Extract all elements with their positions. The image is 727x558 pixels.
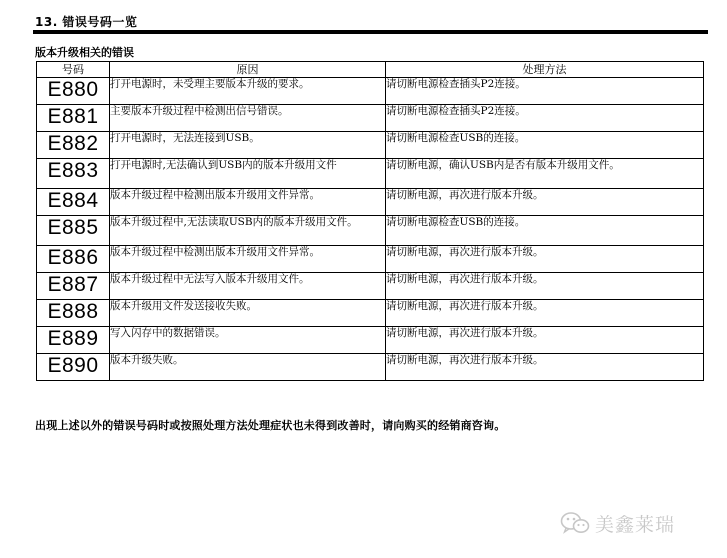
error-code: E889 <box>37 327 110 354</box>
error-code: E887 <box>37 273 110 300</box>
error-code: E890 <box>37 354 110 381</box>
table-row <box>37 273 704 300</box>
error-fix: 请切断电源检查插头P2连接。 <box>386 105 704 132</box>
watermark-text: 美鑫莱瑞 <box>595 513 676 536</box>
error-code: E888 <box>37 300 110 327</box>
table-row <box>37 300 704 327</box>
table-row <box>37 189 704 216</box>
error-cause: 主要版本升级过程中检测出信号错误。 <box>110 105 386 132</box>
error-fix: 请切断电源检查插头P2连接。 <box>386 78 704 105</box>
footer-note: 出现上述以外的错误号码时或按照处理方法处理症状也未得到改善时，请向购买的经销商咨询。 <box>35 419 506 432</box>
error-code: E883 <box>37 159 110 189</box>
wechat-icon <box>560 511 590 535</box>
error-fix: 请切断电源，再次进行版本升级。 <box>386 189 704 216</box>
error-cause: 打开电源时,无法确认到USB内的版本升级用文件 <box>110 159 386 189</box>
section-header <box>33 10 708 34</box>
subtitle: 版本升级相关的错误 <box>35 46 134 59</box>
table-row <box>37 132 704 159</box>
header-cause: 原因 <box>110 62 386 78</box>
error-code: E881 <box>37 105 110 132</box>
section-title: 13. 错误号码一览 <box>35 15 138 29</box>
error-fix: 请切断电源，确认USB内是否有版本升级用文件。 <box>386 159 704 189</box>
error-cause: 版本升级失败。 <box>110 354 386 381</box>
table-row <box>37 159 704 189</box>
error-cause: 版本升级过程中检测出版本升级用文件异常。 <box>110 246 386 273</box>
error-cause: 打开电源时，无法连接到USB。 <box>110 132 386 159</box>
error-fix: 请切断电源检查USB的连接。 <box>386 216 704 246</box>
error-cause: 写入闪存中的数据错误。 <box>110 327 386 354</box>
table-row <box>37 105 704 132</box>
error-code: E885 <box>37 216 110 246</box>
error-cause: 版本升级过程中检测出版本升级用文件异常。 <box>110 189 386 216</box>
header-code: 号码 <box>37 62 110 78</box>
error-fix: 请切断电源，再次进行版本升级。 <box>386 327 704 354</box>
error-cause: 版本升级用文件发送接收失败。 <box>110 300 386 327</box>
error-code: E882 <box>37 132 110 159</box>
error-fix: 请切断电源检查USB的连接。 <box>386 132 704 159</box>
table-row <box>37 216 704 246</box>
error-code-table <box>36 61 704 381</box>
error-fix: 请切断电源，再次进行版本升级。 <box>386 300 704 327</box>
table-row <box>37 327 704 354</box>
header-fix: 处理方法 <box>386 62 704 78</box>
table-row <box>37 354 704 381</box>
error-code: E886 <box>37 246 110 273</box>
table-row <box>37 246 704 273</box>
error-cause: 版本升级过程中无法写入版本升级用文件。 <box>110 273 386 300</box>
error-code: E884 <box>37 189 110 216</box>
error-fix: 请切断电源，再次进行版本升级。 <box>386 273 704 300</box>
watermark <box>560 509 675 537</box>
table-row <box>37 78 704 105</box>
error-cause: 打开电源时，未受理主要版本升级的要求。 <box>110 78 386 105</box>
error-cause: 版本升级过程中,无法读取USB内的版本升级用文件。 <box>110 216 386 246</box>
table-header-row <box>37 62 704 78</box>
error-code: E880 <box>37 78 110 105</box>
error-fix: 请切断电源，再次进行版本升级。 <box>386 246 704 273</box>
error-fix: 请切断电源，再次进行版本升级。 <box>386 354 704 381</box>
